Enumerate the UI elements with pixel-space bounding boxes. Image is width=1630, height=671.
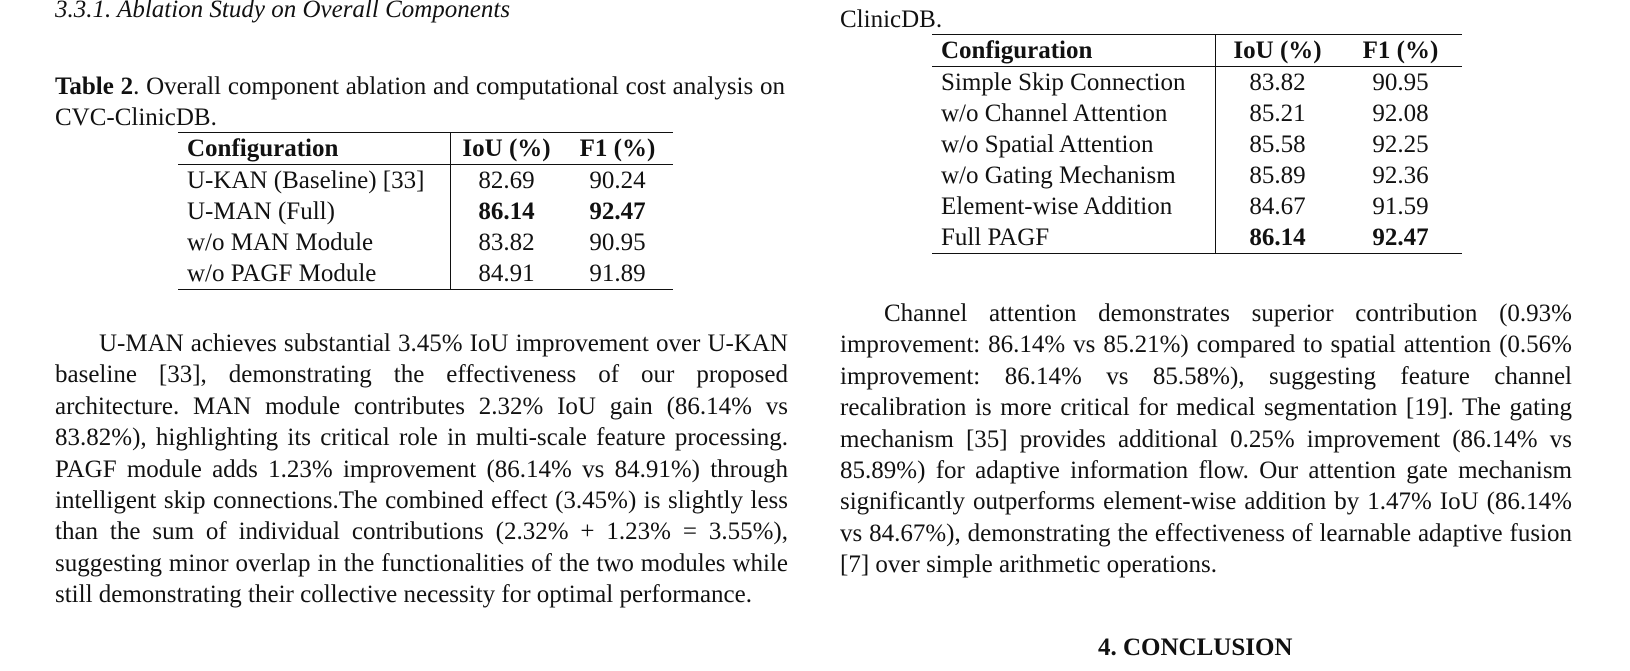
cell-iou: 82.69 xyxy=(478,167,535,194)
table-header-row xyxy=(178,133,673,165)
cell-f1: 90.24 xyxy=(589,167,646,194)
cell-f1: 92.36 xyxy=(1372,162,1429,189)
column-header-f1: F1 (%) xyxy=(562,133,673,165)
cell-iou: 85.89 xyxy=(1249,162,1306,189)
table-row xyxy=(932,191,1462,222)
cell-iou: 85.21 xyxy=(1249,100,1306,127)
table3 xyxy=(932,34,1462,254)
column-header-iou: IoU (%) xyxy=(451,133,563,165)
table3-caption-fragment: ClinicDB. xyxy=(840,6,943,33)
table-row xyxy=(932,98,1462,129)
table2-caption-label: Table 2 xyxy=(55,73,134,100)
cell-f1: 92.47 xyxy=(1372,224,1429,251)
cell-f1: 91.89 xyxy=(589,260,646,287)
right-body-paragraph: Channel attention demonstrates superior contribution (0.93% improvement: 86.14% vs 85.21%) compared to spatial attention (0.56% improvement: 86.14% vs 85.58%), suggesting feature channel recalibration is more critical for medical segmentation [19]. The gating mechanism [35] provides additional 0.25% improvement (86.14% vs 85.89%) for adaptive information flow. Our attention gate mechanism significantly outperforms element-wise addition by 1.47% IoU (86.14% vs 84.67%), demonstrating the effectiveness of learnable adaptive fusion [7] over simple arithmetic operations. xyxy=(840,300,1572,579)
cell-iou: 83.82 xyxy=(1249,69,1306,96)
column-header-configuration: Configuration xyxy=(178,133,451,165)
cell-f1: 92.25 xyxy=(1372,131,1429,158)
cell-config: U-MAN (Full) xyxy=(178,196,451,227)
cell-f1: 90.95 xyxy=(589,229,646,256)
cell-config: w/o Spatial Attention xyxy=(932,129,1216,160)
section-heading-conclusion: 4. CONCLUSION xyxy=(1098,634,1293,661)
cell-config: U-KAN (Baseline) [33] xyxy=(178,165,451,197)
table-row xyxy=(178,165,673,197)
table-row xyxy=(932,160,1462,191)
cell-config: w/o PAGF Module xyxy=(178,258,451,290)
table-row xyxy=(932,222,1462,254)
cell-f1: 92.08 xyxy=(1372,100,1429,127)
left-body-paragraph: U-MAN achieves substantial 3.45% IoU improvement over U-KAN baseline [33], demonstrating the effectiveness of our proposed architecture. MAN module contributes 2.32% IoU gain (86.14% vs 83.82%), highlighting its critical role in multi-scale feature processing. PAGF module adds 1.23% improvement (86.14% vs 84.91%) through intelligent skip connections.The combined effect (3.45%) is slightly less than the sum of individual contributions (2.32% + 1.23% = 3.55%), suggesting minor overlap in the functionalities of the two modules while still demonstrating their collective necessity for optimal performance. xyxy=(55,330,788,609)
subsection-heading: 3.3.1. Ablation Study on Overall Components xyxy=(55,0,511,23)
cell-iou: 85.58 xyxy=(1249,131,1306,158)
column-header-iou: IoU (%) xyxy=(1216,35,1340,67)
cell-config: w/o Gating Mechanism xyxy=(932,160,1216,191)
column-header-f1: F1 (%) xyxy=(1339,35,1462,67)
table-row xyxy=(932,129,1462,160)
table2 xyxy=(178,132,673,290)
table2-caption xyxy=(55,71,785,133)
cell-config: Full PAGF xyxy=(932,222,1216,254)
cell-config: Element-wise Addition xyxy=(932,191,1216,222)
cell-iou: 86.14 xyxy=(478,198,535,225)
table-row xyxy=(178,258,673,290)
cell-f1: 90.95 xyxy=(1372,69,1429,96)
cell-iou: 84.67 xyxy=(1249,193,1306,220)
table-row xyxy=(178,196,673,227)
table2-caption-text: . Overall component ablation and computational cost analysis on CVC-ClinicDB. xyxy=(55,73,785,131)
table-row xyxy=(178,227,673,258)
cell-config: w/o Channel Attention xyxy=(932,98,1216,129)
table-header-row xyxy=(932,35,1462,67)
cell-iou: 86.14 xyxy=(1249,224,1306,251)
cell-iou: 84.91 xyxy=(478,260,535,287)
cell-config: w/o MAN Module xyxy=(178,227,451,258)
column-header-configuration: Configuration xyxy=(932,35,1216,67)
table-row xyxy=(932,67,1462,99)
cell-iou: 83.82 xyxy=(478,229,535,256)
cell-config: Simple Skip Connection xyxy=(932,67,1216,99)
cell-f1: 92.47 xyxy=(589,198,646,225)
cell-f1: 91.59 xyxy=(1372,193,1429,220)
